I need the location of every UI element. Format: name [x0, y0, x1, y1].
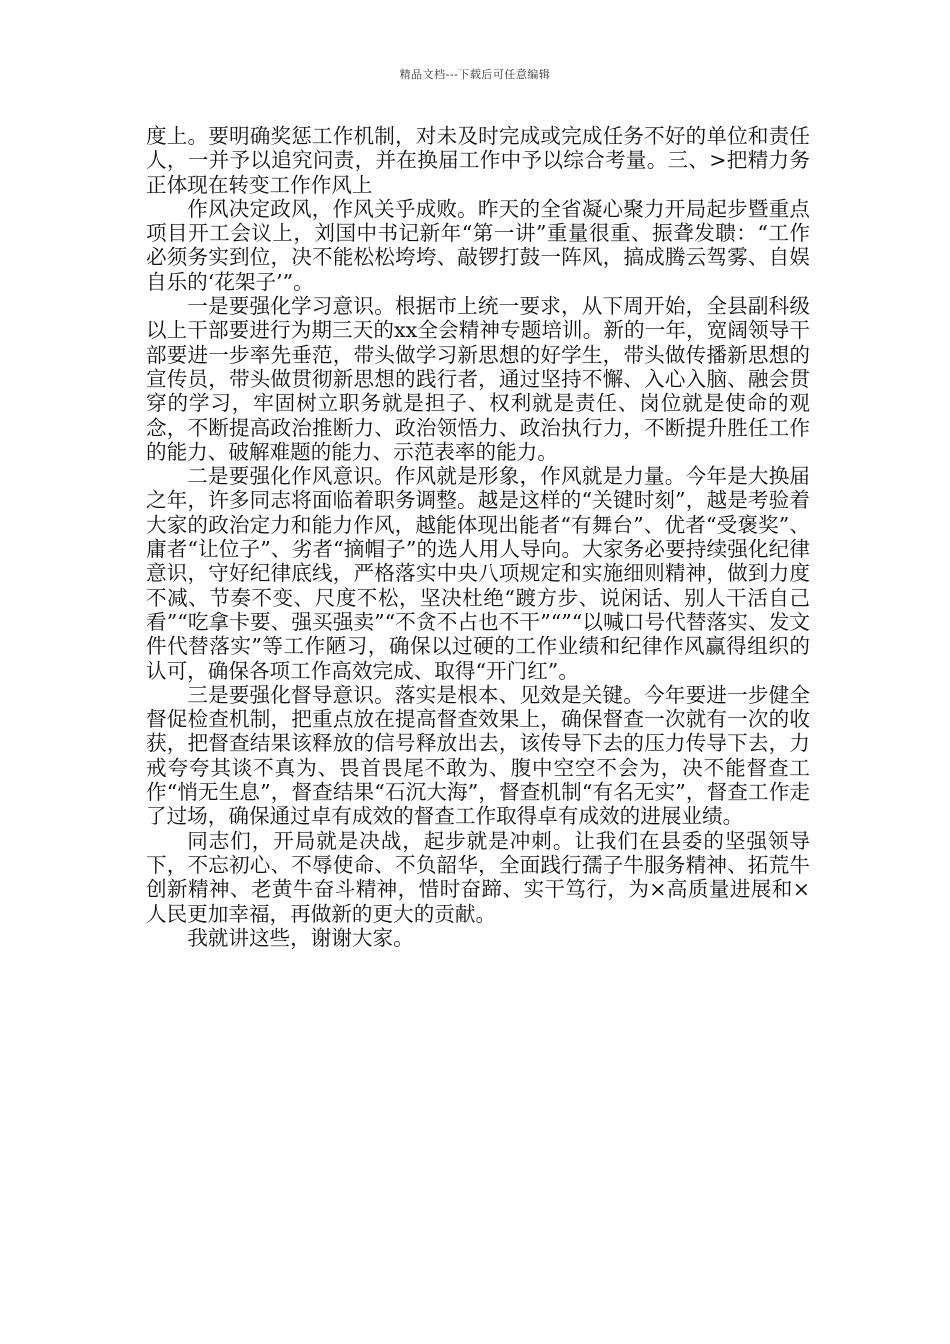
- paragraph-3: 一是要强化学习意识。根据市上统一要求，从下周开始，全县副科级以上干部要进行为期三天的xx全会精神专题培训。新的一年，宽阔领导干部要进一步率先垂范，带头做学习新思想的好学生，带头做传播新思想的宣传员，带头做贯彻新思想的践行者，通过坚持不懈、入心入脑、融会贯穿的学习，牢固树立职务就是担子、权利就是责任、岗位就是使命的观念，不断提高政治推断力、政治领悟力、政治执行力，不断提升胜任工作的能力、破解难题的能力、示范表率的能力。: [146, 294, 810, 464]
- header-note: 精品文档---下载后可任意编辑: [399, 68, 551, 81]
- document-body: [146, 124, 810, 950]
- paragraph-5: 三是要强化督导意识。落实是根本、见效是关键。今年要进一步健全督促检查机制，把重点放在提高督查效果上，确保督查一次就有一次的收获，把督查结果该释放的信号释放出去，该传导下去的压力传导下去，力戒夸夸其谈不真为、畏首畏尾不敢为、腹中空空不会为，决不能督查工作“悄无生息”，督查结果“石沉大海”，督查机制“有名无实”，督查工作走了过场，确保通过卓有成效的督查工作取得卓有成效的进展业绩。: [146, 682, 810, 829]
- paragraph-4: 二是要强化作风意识。作风就是形象，作风就是力量。今年是大换届之年，许多同志将面临着职务调整。越是这样的“关键时刻”，越是考验着大家的政治定力和能力作风，越能体现出能者“有舞台”、优者“受褒奖”、庸者“让位子”、劣者“摘帽子”的选人用人导向。大家务必要持续强化纪律意识，守好纪律底线，严格落实中央八项规定和实施细则精神，做到力度不减、节奏不变、尺度不松，坚决杜绝“踱方步、说闲话、别人干活自己看”“吃拿卡要、强买强卖”“不贪不占也不干”“”“以喊口号代替落实、发文件代替落实”等工作陋习，确保以过硬的工作业绩和纪律作风赢得组织的认可，确保各项工作高效完成、取得“开门红”。: [146, 464, 810, 683]
- paragraph-6: 同志们，开局就是决战，起步就是冲刺。让我们在县委的坚强领导下，不忘初心、不辱使命、不负韶华，全面践行孺子牛服务精神、拓荒牛创新精神、老黄牛奋斗精神，惜时奋蹄、实干笃行，为×高质量进展和×人民更加幸福，再做新的更大的贡献。: [146, 828, 810, 926]
- paragraph-1: 度上。要明确奖惩工作机制，对未及时完成或完成任务不好的单位和责任人，一并予以追究问责，并在换届工作中予以综合考量。三、>把精力务正体现在转变工作作风上: [146, 124, 810, 197]
- paragraph-7: 我就讲这些，谢谢大家。: [187, 925, 414, 950]
- paragraph-2: 作风决定政风，作风关乎成败。昨天的全省凝心聚力开局起步暨重点项目开工会议上，刘国中书记新年“第一讲”重量很重、振聋发聩：“工作必须务实到位，决不能松松垮垮、敲锣打鼓一阵风，搞成腾云驾雾、自娱自乐的‘花架子’”。: [146, 196, 810, 294]
